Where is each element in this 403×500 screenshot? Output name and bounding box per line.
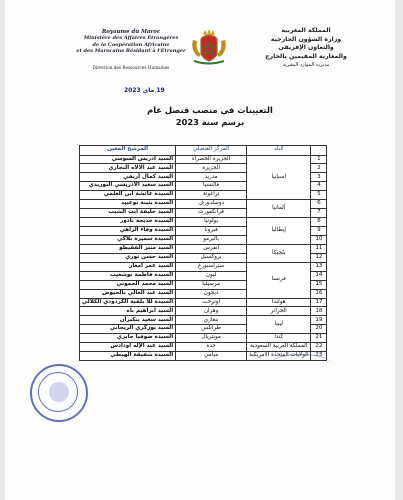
row-number: 14 [311,271,327,280]
row-number: 10 [311,235,327,244]
row-number: 2 [311,164,327,173]
country-cell: إيطاليا [247,218,311,245]
appointee-cell: السيد عبد الإله أودادس [80,343,176,352]
country-cell: ليبيا [247,316,311,334]
fr-department: Direction des Ressources Humaines [92,65,170,70]
consulate-cell: أوترخت [176,298,247,307]
ar-residents: والمغاربة المقيمين بالخارج [265,52,347,60]
title-line-2: برسم سنة 2023 [175,116,245,127]
appointee-cell: السيد بوزكري الريحاني [80,325,176,334]
arabic-letterhead [250,27,362,70]
country-cell: بلجيكا [247,244,311,262]
consulate-cell: الجزيرة [176,164,247,173]
appointee-cell: السيدة بثينة بوعبيد [80,200,176,209]
row-number: 18 [311,307,327,316]
ar-ministry: وزارة الشؤون الخارجية [270,35,342,43]
row-number: 11 [311,244,327,253]
appointee-cell: السيدة عائشة ابن العلمي [80,191,176,200]
french-letterhead [72,29,190,54]
consulate-cell: فالنسيا [176,182,247,191]
table-row [80,298,327,307]
appointee-cell: السيد حسن توري [80,253,176,262]
table-row [80,307,327,316]
fr-ministry: Ministère des Affaires Étrangères [83,35,179,42]
table-row [80,155,327,164]
appointee-cell: السيد محمد الحموتي [80,280,176,289]
row-number: 9 [311,227,327,236]
appointments-table [79,145,327,361]
country-cell: ألمانيا [247,200,311,218]
appointee-cell: السيد عمر أمغار [80,262,176,271]
table-row [80,316,327,325]
official-stamp-icon [30,364,88,422]
appointee-cell: السيدة صوفيا جابري [80,334,176,343]
country-cell: اسبانيا [247,155,311,200]
table-header-row [80,146,327,156]
consulate-cell: أنفرس [176,244,247,253]
consulate-cell: بنغازي [176,316,247,325]
appointee-cell: السيد منير الفقيطو [80,244,176,253]
ar-department: مديرية الموارد البشرية [282,62,330,69]
consulate-cell: فيرونا [176,227,247,236]
appointee-cell: السيدة فاطمة بوشعيب [80,271,176,280]
country-cell: الولايات المتحدة الأمريكية [247,352,311,361]
row-number: 8 [311,218,327,227]
appointee-cell: السيد ابراهيم باه [80,307,176,316]
row-number: 16 [311,289,327,298]
consulate-cell: فرانكفورت [176,209,247,218]
appointee-cell: السيدة للا بلقبة الكردودي الكلالي [80,298,176,307]
row-number: 17 [311,298,327,307]
row-number: 1 [311,155,327,164]
header-name: المرشح المعين [80,146,176,156]
country-cell: الجزائر [247,307,311,316]
document-date: 19 ماي 2023 [124,87,165,94]
appointee-cell: السيد سعيد الادريسي البوزيدي [80,182,176,191]
consulate-cell: بولونيا [176,218,247,227]
consulate-cell: طرابلس [176,325,247,334]
ar-kingdom: المملكة المغربية [281,27,331,34]
fr-kingdom: Royaume du Maroc [101,29,161,35]
row-number: 6 [311,200,327,209]
consulate-cell: الجزيرة الخضراء [176,155,247,164]
consulate-cell: مدريد [176,173,247,182]
document-title [60,105,360,128]
consulate-cell: جدة [176,343,247,352]
appointee-cell: السيد كمال أريفي [80,173,176,182]
table-row [80,343,327,352]
appointee-cell: السيد سعيد بنكيران [80,316,176,325]
header-num-cell [311,146,327,156]
appointee-cell: السيد عبد الالاه النجاري [80,164,176,173]
appointee-cell: السيدة سميرة بلاكي [80,235,176,244]
country-cell: المملكة العربية السعودية [247,343,311,352]
country-cell: فرنسا [247,262,311,298]
row-number: 21 [311,334,327,343]
row-number: 7 [311,209,327,218]
consulate-cell: ليون [176,271,247,280]
row-number: 22 [311,343,327,352]
row-number: 15 [311,280,327,289]
appointee-cell: السيدة شفيقة الهبطي [80,352,176,361]
consulate-cell: مرسيليا [176,280,247,289]
consulate-cell: دوسلدورف [176,200,247,209]
appointee-cell: السيد خليفة آيت الشيب [80,209,176,218]
header-center: المركز القنصلي [176,146,247,156]
table-row [80,244,327,253]
consulate-cell: وهران [176,307,247,316]
consulate-cell: ميامي [176,352,247,361]
consulate-cell: باليرمو [176,235,247,244]
appointee-cell: السيدة وفاء الزاهي [80,227,176,236]
row-number: 5 [311,191,327,200]
header-country: البلد [247,146,311,156]
ar-cooperation: والتعاون الإفريقي [278,44,334,52]
consulate-cell: مونتريال [176,334,247,343]
consulate-cell: بروكسيل [176,253,247,262]
row-number: 4 [311,182,327,191]
row-number: 13 [311,262,327,271]
fr-residents: et des Marocains Résidant à l'Étranger [76,47,186,54]
coat-of-arms-icon [187,26,231,66]
table-row [80,218,327,227]
country-cell: كندا [247,334,311,343]
title-line-1: التعيينات في منصب قنصل عام [147,105,273,115]
row-number: 23 [311,352,327,361]
table-row [80,334,327,343]
consulate-cell: ستراسبورغ [176,262,247,271]
appointee-cell: السيدة خديجة نادور [80,218,176,227]
row-number: 12 [311,253,327,262]
country-cell: هولندا [247,298,311,307]
consulate-cell: تراغونة [176,191,247,200]
fr-cooperation: de la Coopération Africaine [92,41,170,48]
table-row [80,262,327,271]
row-number: 20 [311,325,327,334]
appointee-cell: السيد عبد العالي بالحيوض [80,289,176,298]
appointee-cell: السيد ادريس السوسي [80,155,176,164]
faded-seal-icon [272,354,330,371]
table-row [80,200,327,209]
row-number: 19 [311,316,327,325]
row-number: 3 [311,173,327,182]
consulate-cell: ديجون [176,289,247,298]
